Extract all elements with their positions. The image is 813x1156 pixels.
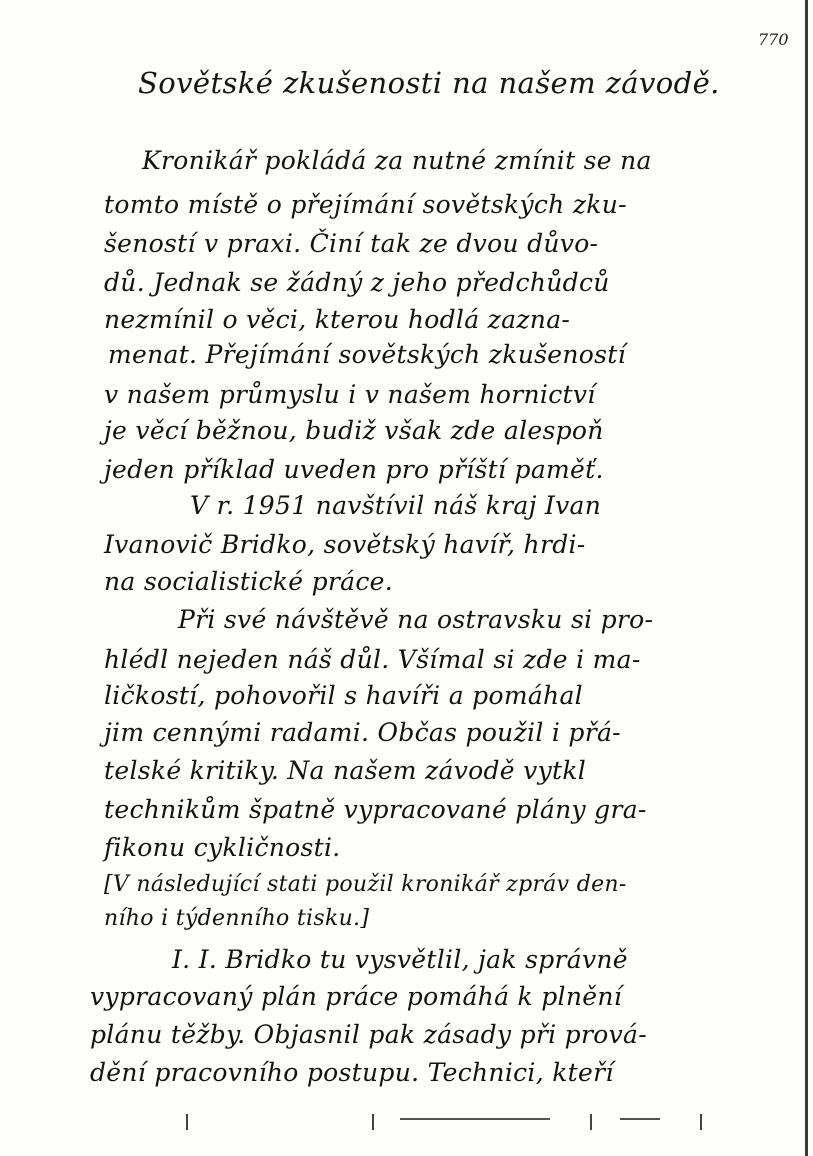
text-line: technikům špatně vypracované plány gra- bbox=[104, 795, 647, 824]
cut-off-stroke bbox=[400, 1118, 550, 1120]
text-line: dů. Jednak se žádný z jeho předchůdců bbox=[104, 268, 610, 297]
text-line: nezmínil o věci, kterou hodlá zazna- bbox=[104, 305, 571, 334]
text-line: jim cennými radami. Občas použil i přá- bbox=[104, 718, 621, 747]
cut-off-stroke bbox=[590, 1114, 592, 1130]
text-line: V r. 1951 navštívil náš kraj Ivan bbox=[190, 491, 602, 520]
text-line: dění pracovního postupu. Technici, kteří bbox=[90, 1058, 614, 1087]
text-line: šeností v praxi. Činí tak ze dvou důvo- bbox=[104, 229, 599, 258]
page-edge-shadow bbox=[805, 0, 808, 1156]
text-line: jeden příklad uveden pro příští paměť. bbox=[104, 455, 604, 484]
bracketed-note-line: ního i týdenního tisku.] bbox=[104, 906, 370, 931]
text-line: fikonu cykličnosti. bbox=[104, 833, 341, 862]
text-line: na socialistické práce. bbox=[104, 567, 393, 596]
text-line: menat. Přejímání sovětských zkušeností bbox=[108, 340, 626, 369]
text-line: I. I. Bridko tu vysvětlil, jak správně bbox=[172, 945, 628, 974]
text-line: Při své návštěvě na ostravsku si pro- bbox=[178, 605, 654, 634]
text-line: je věcí běžnou, budiž však zde alespoň bbox=[104, 416, 604, 445]
text-line: telské kritiky. Na našem závodě vytkl bbox=[104, 756, 587, 785]
text-line: hlédl nejeden náš důl. Všímal si zde i ma- bbox=[104, 645, 641, 674]
cut-off-stroke bbox=[186, 1114, 188, 1130]
page-title: Sovětské zkušenosti na našem závodě. bbox=[138, 66, 720, 100]
cut-off-stroke bbox=[700, 1114, 702, 1130]
text-line: v našem průmyslu i v našem hornictví bbox=[104, 380, 596, 409]
bracketed-note-line: [V následující stati použil kronikář zpráv den- bbox=[104, 872, 627, 897]
text-line: plánu těžby. Objasnil pak zásady při prová- bbox=[90, 1020, 647, 1049]
text-line: Ivanovič Bridko, sovětský havíř, hrdi- bbox=[104, 530, 586, 559]
cut-off-stroke bbox=[620, 1118, 660, 1120]
cut-off-stroke bbox=[372, 1114, 374, 1130]
text-line: Kronikář pokládá za nutné zmínit se na bbox=[142, 146, 652, 175]
text-line: ličkostí, pohovořil s havíři a pomáhal bbox=[104, 681, 583, 710]
text-line: vypracovaný plán práce pomáhá k plnění bbox=[90, 982, 623, 1011]
page-number: 770 bbox=[758, 30, 789, 49]
text-line: tomto místě o přejímání sovětských zku- bbox=[104, 190, 627, 219]
